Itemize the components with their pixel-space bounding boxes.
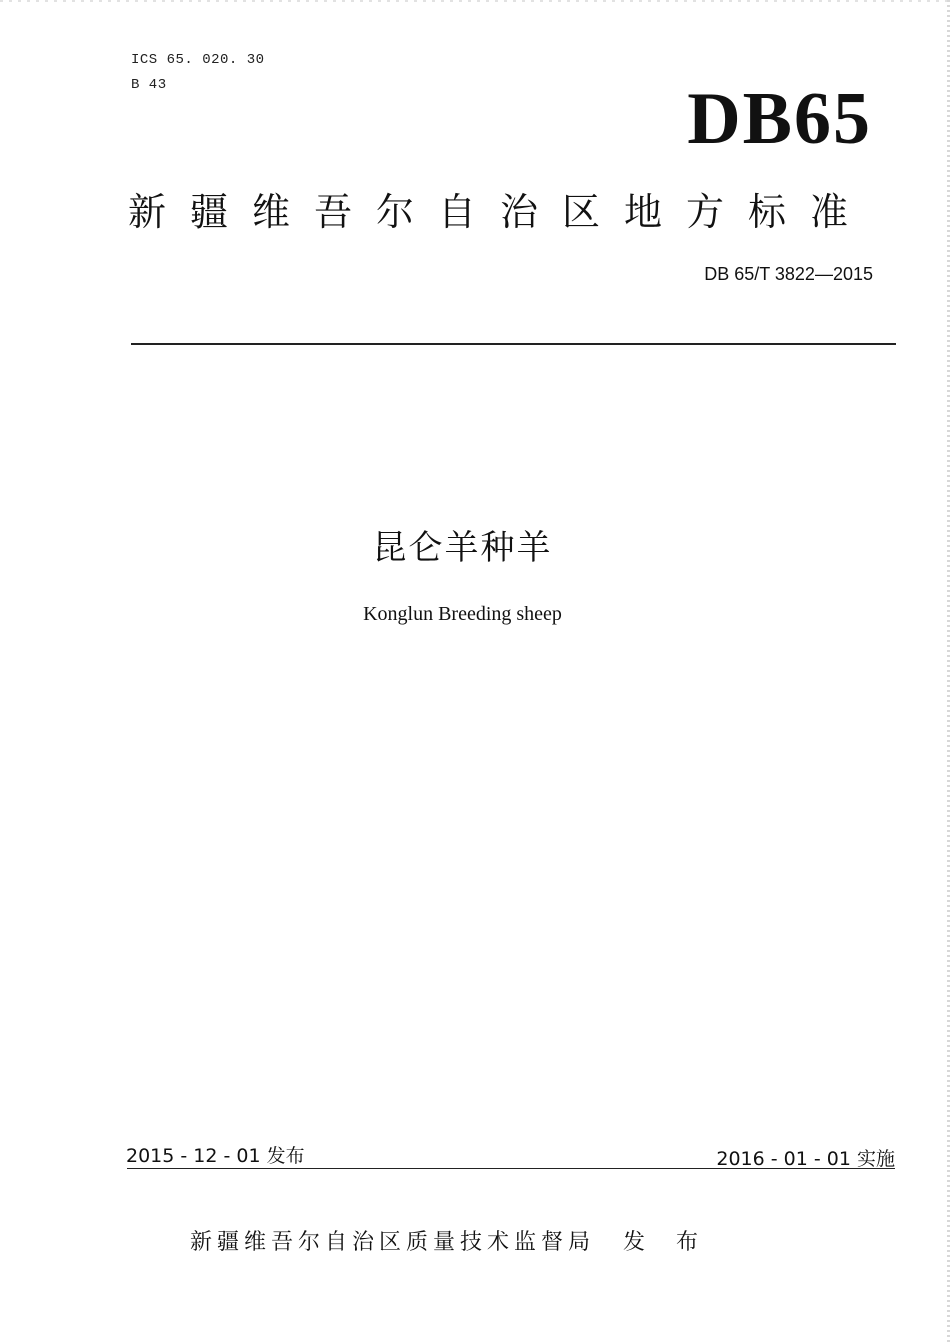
document-title-english: Konglun Breeding sheep	[363, 603, 562, 625]
issuer-action: 发 布	[623, 1230, 710, 1255]
implementation-date: 2016 - 01 - 01 实施	[716, 1148, 895, 1170]
issuing-authority	[0, 1225, 950, 1256]
document-title-chinese: 昆仑羊种羊	[372, 528, 553, 568]
issue-date: 2015 - 12 - 01 发布	[126, 1145, 305, 1167]
standard-type-heading: 新疆维吾尔自治区地方标准	[128, 190, 873, 234]
issuer-name: 新疆维吾尔自治区质量技术监督局	[189, 1230, 595, 1255]
standard-number: DB 65/T 3822—2015	[704, 264, 873, 284]
footer-divider	[127, 1168, 895, 1169]
standard-brand-mark: DB65	[687, 78, 872, 160]
ics-code: ICS 65. 020. 30	[131, 52, 265, 68]
header-divider	[131, 343, 896, 345]
scan-edge-top	[0, 0, 950, 2]
ccs-code: B 43	[131, 77, 167, 93]
